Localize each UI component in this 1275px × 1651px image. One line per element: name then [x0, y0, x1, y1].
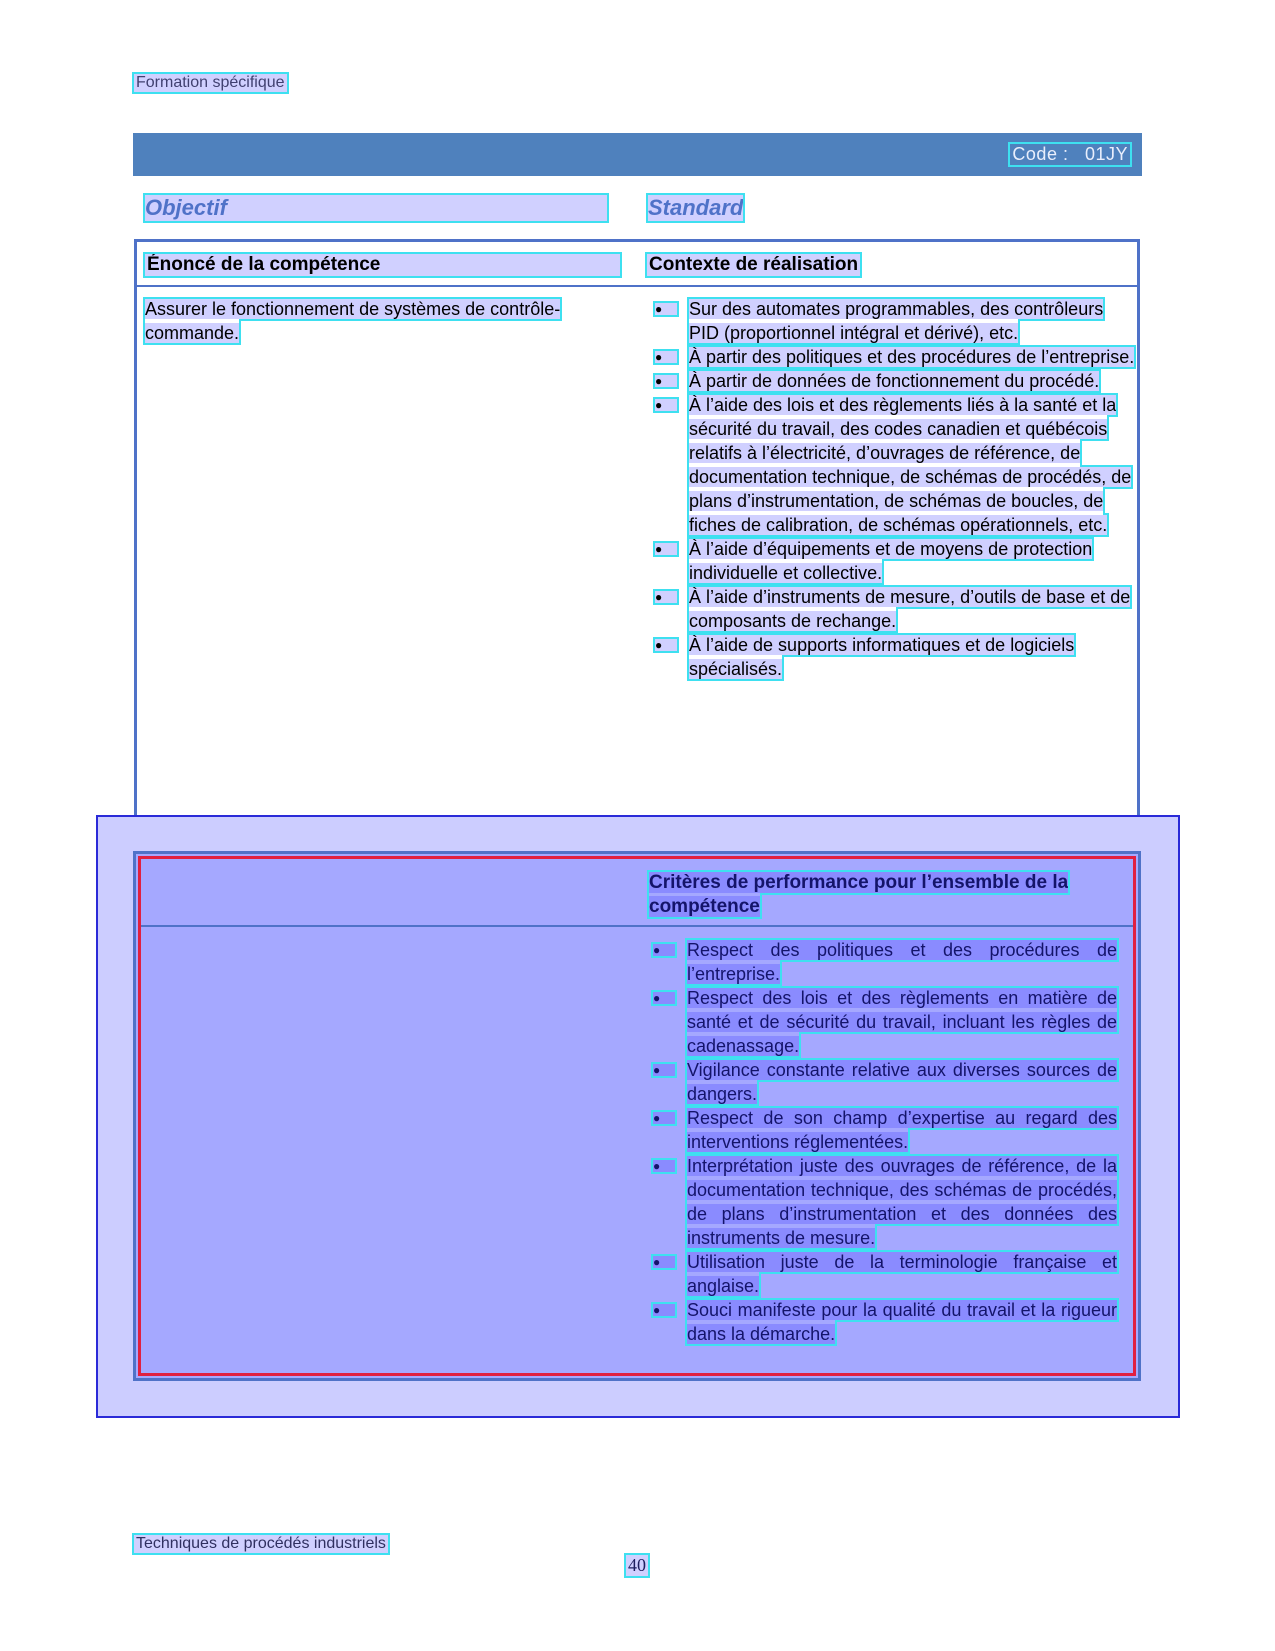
context-list: [655, 297, 1135, 681]
list-item: ● À partir de données de fonctionnement du procédé.: [655, 371, 1100, 391]
bullet-dot-icon: ●: [655, 399, 677, 411]
running-header: Formation spécifique: [136, 74, 285, 91]
list-item: ● Vigilance constante relative aux diverses sources de dangers.: [653, 1060, 1117, 1104]
list-item: ● À l’aide des lois et des règlements liés à la santé et la sécurité du travail, des codes canadien et québécois relatifs à l’électricité, d’ouvrages de référence, de documentation technique, de schémas de procédés, de plans d’instrumentation, de schémas de boucles, de fiches de calibration, de schémas opérationnels, etc.: [655, 395, 1132, 535]
bullet-dot-icon: ●: [655, 303, 677, 315]
bullet-dot-icon: ●: [655, 543, 677, 555]
list-item: ● Sur des automates programmables, des contrôleurs PID (proportionnel intégral et dérivé), etc.: [655, 299, 1104, 343]
list-item: ● À l’aide de supports informatiques et de logiciels spécialisés.: [655, 635, 1075, 679]
criteria-header: Critères de performance pour l’ensemble de la compétence: [649, 872, 1069, 917]
page-number: 40: [628, 1555, 646, 1575]
section-label-objectif: Objectif: [145, 195, 607, 221]
bullet-dot-icon: ●: [653, 944, 675, 956]
list-item: ● Interprétation juste des ouvrages de référence, de la documentation technique, des schémas de procédés, de plans d’instrumentation et des données des instruments de mesure.: [653, 1156, 1117, 1248]
header-divider: [137, 285, 1137, 287]
bullet-dot-icon: ●: [653, 1304, 675, 1316]
list-item: ● À l’aide d’équipements et de moyens de protection individuelle et collective.: [655, 539, 1093, 583]
list-item: ● Respect des lois et des règlements en matière de santé et de sécurité du travail, incluant les règles de cadenassage.: [653, 988, 1117, 1056]
list-item: ● Utilisation juste de la terminologie française et anglaise.: [653, 1252, 1117, 1296]
bullet-dot-icon: ●: [655, 351, 677, 363]
bullet-dot-icon: ●: [655, 375, 677, 387]
list-item: ● À partir des politiques et des procédures de l’entreprise.: [655, 347, 1135, 367]
list-item: ● Respect des politiques et des procédures de l’entreprise.: [653, 940, 1117, 984]
performance-criteria-table: [133, 851, 1141, 1381]
criteria-header-divider: [141, 925, 1133, 927]
col-header-contexte: Contexte de réalisation: [649, 254, 859, 275]
bullet-dot-icon: ●: [655, 591, 677, 603]
list-item: ● Souci manifeste pour la qualité du travail et la rigueur dans la démarche.: [653, 1300, 1117, 1344]
bullet-dot-icon: ●: [653, 1256, 675, 1268]
list-item: ● À l’aide d’instruments de mesure, d’outils de base et de composants de rechange.: [655, 587, 1131, 631]
list-item: ● Respect de son champ d’expertise au regard des interventions réglementées.: [653, 1108, 1117, 1152]
bullet-dot-icon: ●: [653, 992, 675, 1004]
col-header-enonce: Énoncé de la compétence: [145, 254, 620, 276]
criteria-selection-frame: [138, 856, 1136, 1376]
code-band: [133, 133, 1142, 176]
bullet-dot-icon: ●: [653, 1064, 675, 1076]
footer-program: Techniques de procédés industriels: [136, 1535, 386, 1552]
criteria-list: [653, 938, 1117, 1346]
section-label-standard: Standard: [648, 195, 744, 220]
bullet-dot-icon: ●: [653, 1160, 675, 1172]
competency-table: [134, 239, 1140, 836]
bullet-dot-icon: ●: [655, 639, 677, 651]
competency-statement: Assurer le fonctionnement de systèmes de contrôle-commande.: [145, 299, 561, 343]
bullet-dot-icon: ●: [653, 1112, 675, 1124]
code-label: Code : 01JY: [1012, 144, 1128, 164]
